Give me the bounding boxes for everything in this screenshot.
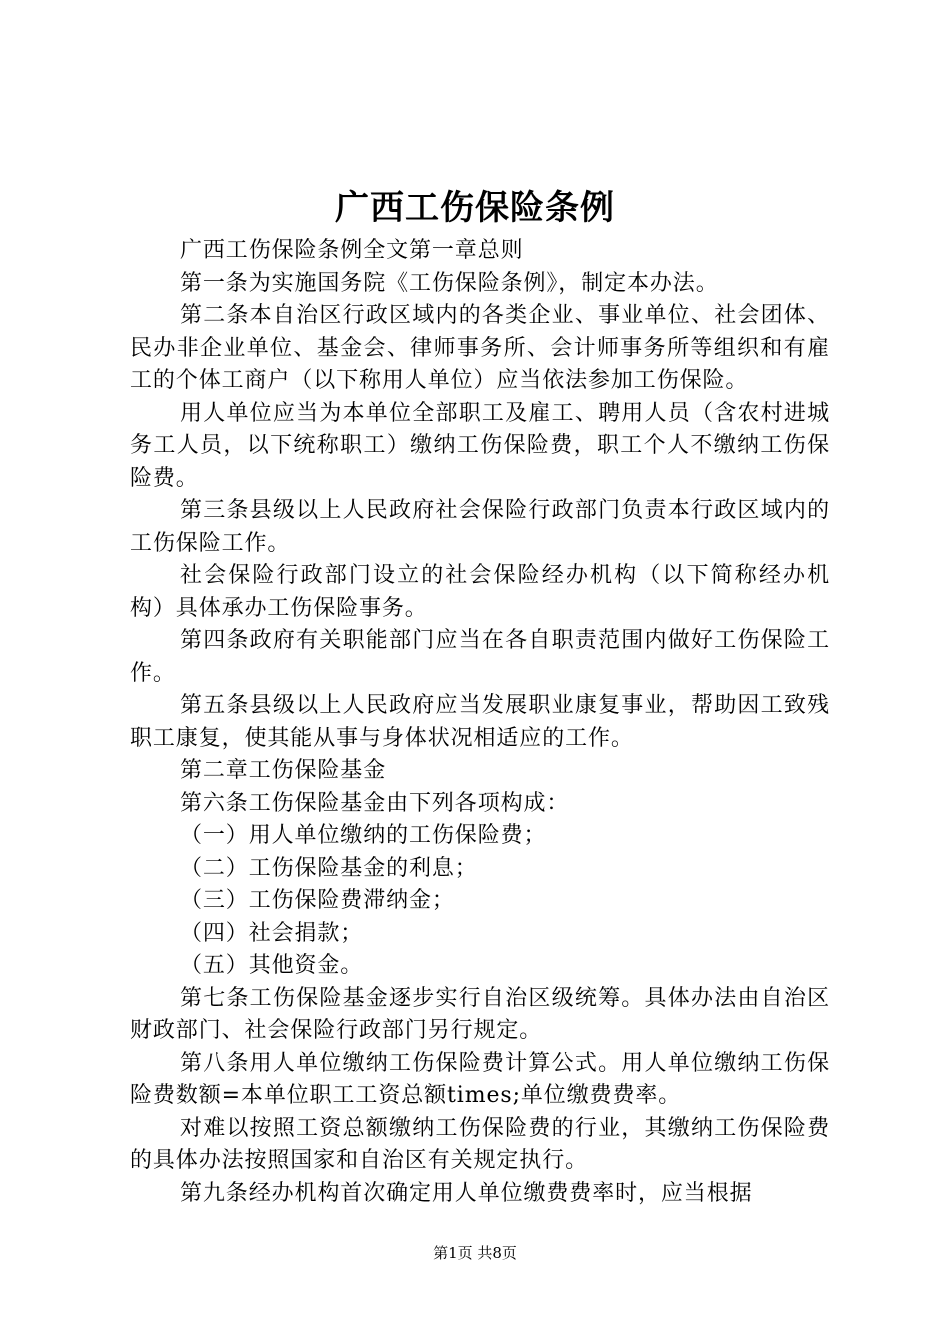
document-title: 广西工伤保险条例 (335, 188, 615, 228)
paragraph: 用人单位应当为本单位全部职工及雇工、聘用人员（含农村进城务工人员，以下统称职工）缴纳工伤保险费，职工个人不缴纳工伤保险费。 (130, 400, 830, 491)
paragraph: 第一条为实施国务院《工伤保险条例》，制定本办法。 (180, 270, 719, 296)
paragraph: 第八条用人单位缴纳工伤保险费计算公式。用人单位缴纳工伤保险费数额=本单位职工工资总额times;单位缴费费率。 (130, 1050, 830, 1108)
paragraph: 第二条本自治区行政区域内的各类企业、事业单位、社会团体、民办非企业单位、基金会、律师事务所、会计师事务所等组织和有雇工的个体工商户（以下称用人单位）应当依法参加工伤保险。 (130, 303, 830, 393)
paragraph: 对难以按照工资总额缴纳工伤保险费的行业，其缴纳工伤保险费的具体办法按照国家和自治区有关规定执行。 (130, 1115, 830, 1173)
paragraph: （五）其他资金。 (180, 953, 364, 978)
paragraph: 广西工伤保险条例全文第一章总则 (180, 238, 524, 263)
paragraph: 第五条县级以上人民政府应当发展职业康复事业，帮助因工致残职工康复，使其能从事与身体状况相适应的工作。 (130, 693, 830, 751)
paragraph: （三）工伤保险费滞纳金； (180, 888, 455, 913)
paragraph: 社会保险行政部门设立的社会保险经办机构（以下简称经办机构）具体承办工伤保险事务。 (130, 563, 830, 621)
paragraph: （四）社会捐款； (180, 920, 364, 946)
page-footer: 第1页 共8页 (433, 1244, 517, 1262)
paragraph: 第六条工伤保险基金由下列各项构成： (180, 790, 570, 816)
paragraph: 第三条县级以上人民政府社会保险行政部门负责本行政区域内的工伤保险工作。 (130, 498, 830, 556)
paragraph: 第七条工伤保险基金逐步实行自治区级统筹。具体办法由自治区财政部门、社会保险行政部门另行规定。 (130, 985, 830, 1043)
paragraph: （二）工伤保险基金的利息； (180, 855, 478, 881)
paragraph: 第四条政府有关职能部门应当在各自职责范围内做好工伤保险工作。 (130, 628, 830, 686)
paragraph: 第二章工伤保险基金 (180, 758, 387, 783)
paragraph: （一）用人单位缴纳的工伤保险费； (180, 823, 547, 848)
paragraph: 第九条经办机构首次确定用人单位缴费费率时，应当根据 (180, 1180, 753, 1206)
document-body (130, 235, 830, 1210)
